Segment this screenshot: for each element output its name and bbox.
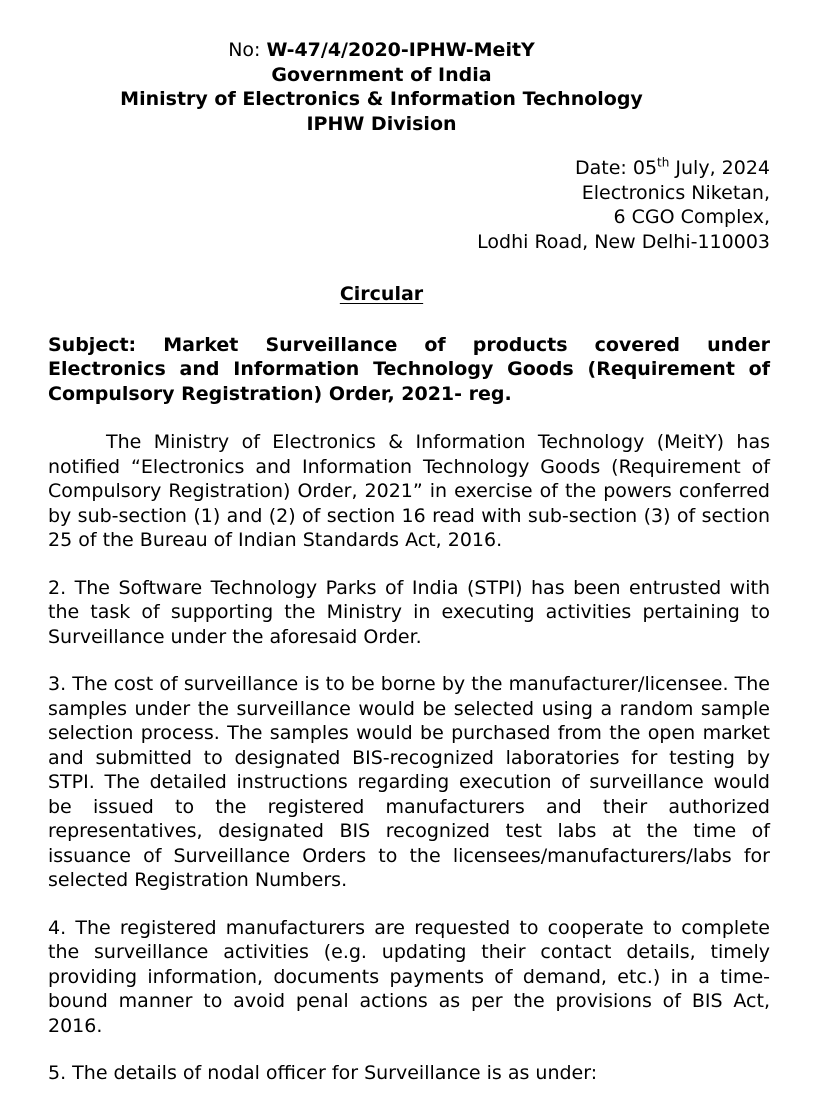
paragraph-2: 2. The Software Technology Parks of India (STPI) has been entrusted with the task of supporting the Ministry in executing activities pertaining to Surveillance under the aforesaid Order.	[48, 576, 770, 648]
ref-number: W-47/4/2020-IPHW-MeitY	[266, 39, 535, 61]
date-address-block	[48, 156, 770, 254]
letterhead	[48, 38, 715, 136]
address-line-complex: 6 CGO Complex,	[613, 206, 770, 228]
ref-label: No:	[228, 39, 267, 61]
address-line-building: Electronics Niketan,	[581, 181, 770, 204]
paragraph-5: 5. The details of nodal officer for Surveillance is as under:	[48, 1062, 598, 1084]
date-suffix: July, 2024	[669, 157, 770, 179]
subject-line: Subject: Market Surveillance of products covered under Electronics and Information Technology Goods (Requirement of Compulsory Registration) Order, 2021- reg.	[48, 333, 770, 405]
date-line	[48, 156, 770, 181]
circular-title	[48, 282, 715, 307]
ref-number-line	[48, 38, 715, 63]
date-ordinal-superscript: th	[657, 155, 670, 170]
address-line-city: Lodhi Road, New Delhi-110003	[477, 230, 770, 253]
paragraph-3: 3. The cost of surveillance is to be borne by the manufacturer/licensee. The samples under the surveillance would be selected using a random sample selection process. The samples would be purchased from the open market and submitted to designated BIS-recognized laboratories for testing by STPI. The detailed instructions regarding execution of surveillance would be issued to the registered manufacturers and their authorized representatives, designated BIS recognized test labs at the time of issuance of Surveillance Orders to the licensees/manufacturers/labs for selected Registration Numbers.	[48, 673, 770, 891]
ministry-name-line: Ministry of Electronics & Information Technology	[120, 88, 643, 110]
paragraph-1: The Ministry of Electronics & Information Technology (MeitY) has notified “Electronics and Information Technology Goods (Requirement of Compulsory Registration) Order, 2021” in exercise of the powers conferred by sub-section (1) and (2) of section 16 read with sub-section (3) of section 25 of the Bureau of Indian Standards Act, 2016.	[48, 431, 770, 551]
date-prefix: Date: 05	[575, 157, 658, 179]
org-name-line: Government of India	[271, 63, 492, 86]
paragraph-4: 4. The registered manufacturers are requested to cooperate to complete the surveillance activities (e.g. updating their contact details, timely providing information, documents payments of demand, etc.) in a time-bound manner to avoid penal actions as per the provisions of BIS Act, 2016.	[48, 916, 770, 1037]
circular-title-text: Circular	[339, 283, 424, 305]
division-name-line: IPHW Division	[306, 112, 457, 135]
